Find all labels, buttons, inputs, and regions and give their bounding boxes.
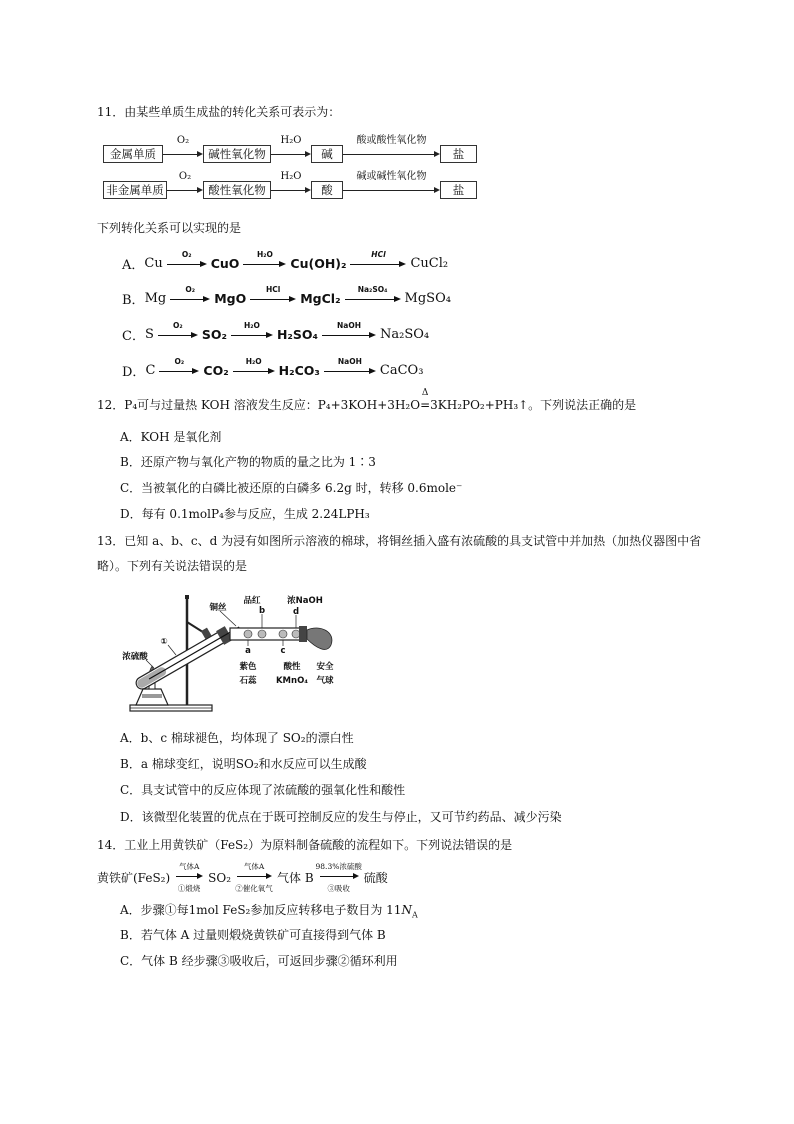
reagent-label: H₂O bbox=[244, 321, 260, 330]
flow-box-base: 碱 bbox=[311, 145, 343, 163]
q13-stem-line2: 略）。下列有关说法错误的是 bbox=[97, 559, 248, 573]
q12-stem-before: 12．P₄可与过量热 KOH 溶液发生反应：P₄+3KOH+3H₂O bbox=[97, 398, 421, 412]
label-naoh: 浓NaOH bbox=[287, 596, 323, 606]
q11-option-b bbox=[122, 285, 451, 308]
flow-node-so2: SO₂ bbox=[208, 871, 232, 885]
reactant: Cu bbox=[144, 255, 163, 271]
flow-arrow-bottom-label: ①煅烧 bbox=[177, 884, 201, 893]
q14-option-c: C．气体 B 经步骤③吸收后，可返回步骤②循环利用 bbox=[120, 954, 398, 968]
heating-equals-sign bbox=[420, 388, 431, 413]
safety-balloon bbox=[307, 628, 332, 649]
flow-arrow-bottom-label: ③吸收 bbox=[327, 884, 350, 893]
reagent-label: O₂ bbox=[173, 321, 183, 330]
q14-option-a bbox=[120, 902, 418, 923]
arrow-head bbox=[203, 296, 210, 302]
q13-option-d: D．该微型化装置的优点在于既可控制反应的发生与停止，又可节约药品、减少污染 bbox=[120, 810, 562, 824]
arrow-line bbox=[320, 876, 354, 877]
flow-arrow bbox=[163, 135, 203, 163]
flow-arrow bbox=[343, 135, 440, 163]
reaction-arrow bbox=[250, 285, 296, 307]
copper-wire bbox=[149, 627, 239, 679]
label-copper-wire: 铜丝 bbox=[209, 603, 227, 613]
reagent-label: H₂O bbox=[256, 250, 273, 259]
equals-sign: = bbox=[420, 398, 431, 412]
intermediate: H₂SO₄ bbox=[276, 326, 319, 342]
reactant: S bbox=[144, 326, 154, 342]
label-kmno4-line2: KMnO₄ bbox=[275, 676, 309, 686]
arrow-head bbox=[266, 873, 272, 879]
label-concentrated-acid: 浓硫酸 bbox=[122, 652, 148, 662]
option-text: A．步骤①每1mol FeS₂参加反应转移电子数目为 11 bbox=[120, 903, 402, 917]
q12-stem bbox=[97, 388, 637, 413]
q11-option-d bbox=[122, 357, 424, 380]
avogadro-subscript: A bbox=[411, 910, 418, 920]
arrow-line bbox=[271, 190, 306, 191]
arrow-line bbox=[158, 335, 193, 336]
reagent-label: O₂ bbox=[181, 250, 192, 259]
q12-option-a: A．KOH 是氧化剂 bbox=[120, 430, 222, 444]
q13-option-b: B．a 棉球变红，说明SO₂和水反应可以生成酸 bbox=[120, 757, 367, 771]
arrow-line bbox=[250, 299, 291, 300]
delta-condition: Δ bbox=[421, 388, 429, 398]
arrow-head bbox=[197, 873, 203, 879]
q11-flow-row-metal bbox=[103, 135, 477, 163]
label-litmus-line2: 石蕊 bbox=[239, 676, 257, 686]
reaction-arrow bbox=[322, 321, 376, 343]
intermediate: CO₂ bbox=[203, 362, 229, 378]
arrow-head bbox=[369, 368, 376, 374]
arrow-line bbox=[350, 264, 401, 265]
arrow-line bbox=[176, 876, 198, 877]
intermediate: Cu(OH)₂ bbox=[290, 255, 347, 271]
q13-option-c: C．具支试管中的反应体现了浓硫酸的强氧化性和酸性 bbox=[120, 783, 406, 797]
reagent-label: NaOH bbox=[337, 321, 362, 330]
apparatus-figure bbox=[120, 588, 342, 718]
arrow-line bbox=[237, 876, 267, 877]
q14-process-flow bbox=[97, 861, 388, 895]
label-a: a bbox=[245, 646, 251, 656]
leader-line-copper-wire bbox=[220, 611, 236, 626]
intermediate: MgO bbox=[214, 290, 247, 306]
reagent-label: Na₂SO₄ bbox=[357, 285, 388, 294]
intermediate: SO₂ bbox=[201, 326, 227, 342]
q11-prompt: 下列转化关系可以实现的是 bbox=[97, 221, 242, 235]
label-balloon-line1: 安全 bbox=[316, 662, 334, 672]
product: CaCO₃ bbox=[379, 362, 424, 378]
flow-arrow-label: O₂ bbox=[176, 135, 190, 146]
option-label: D． bbox=[122, 364, 146, 380]
product: MgSO₄ bbox=[404, 290, 451, 306]
reagent-label: NaOH bbox=[337, 357, 362, 366]
q14-option-b: B．若气体 A 过量则煅烧黄铁矿可直接得到气体 B bbox=[120, 928, 386, 942]
flow-arrow-step3 bbox=[316, 861, 362, 895]
flow-box-nonmetal-element: 非金属单质 bbox=[103, 181, 167, 199]
cotton-ball-c bbox=[279, 630, 287, 638]
label-d: d bbox=[292, 607, 300, 617]
label-b: b bbox=[258, 606, 266, 616]
arrow-head bbox=[353, 873, 359, 879]
label-mark1: ① bbox=[160, 637, 168, 647]
arrow-head bbox=[200, 261, 207, 267]
reaction-arrow bbox=[158, 321, 198, 343]
flow-node-gas-b: 气体 B bbox=[277, 871, 314, 885]
arrow-head bbox=[197, 187, 203, 193]
label-magenta: 品红 bbox=[243, 596, 261, 606]
flow-arrow-step2 bbox=[233, 861, 275, 895]
arrow-head bbox=[192, 368, 199, 374]
flow-arrow-bottom-label: ②催化氧气 bbox=[235, 884, 273, 893]
reaction-arrow bbox=[324, 357, 376, 379]
arrow-line bbox=[159, 371, 194, 372]
intermediate: CuO bbox=[210, 255, 240, 271]
flow-arrow bbox=[271, 171, 311, 199]
arrow-line bbox=[243, 264, 281, 265]
reaction-arrow bbox=[345, 285, 401, 307]
flow-arrow-top-label: 98.3%浓硫酸 bbox=[315, 862, 362, 871]
q12-option-d: D．每有 0.1molP₄参与反应，生成 2.24LPH₃ bbox=[120, 507, 370, 521]
flow-arrow-step1 bbox=[172, 861, 206, 895]
option-label: B． bbox=[122, 292, 145, 308]
flow-arrow bbox=[271, 135, 311, 163]
reaction-arrow bbox=[231, 321, 273, 343]
cotton-ball-d bbox=[292, 630, 300, 638]
arrow-line bbox=[233, 371, 270, 372]
q11-option-c bbox=[122, 321, 430, 344]
flow-box-acidic-oxide: 酸性氧化物 bbox=[203, 181, 271, 199]
q12-option-b: B．还原产物与氧化产物的物质的量之比为 1∶3 bbox=[120, 455, 376, 469]
flow-box-salt: 盐 bbox=[440, 145, 477, 163]
arrow-head bbox=[399, 261, 406, 267]
label-c: c bbox=[280, 646, 286, 656]
reaction-arrow bbox=[233, 357, 275, 379]
label-litmus-line1: 紫色 bbox=[239, 662, 257, 672]
reagent-label: HCl bbox=[371, 250, 386, 259]
flow-arrow-label: H₂O bbox=[280, 135, 302, 146]
arrow-line bbox=[322, 335, 371, 336]
flow-arrow bbox=[167, 171, 203, 199]
reactant: C bbox=[145, 362, 156, 378]
arrow-head bbox=[305, 187, 311, 193]
arrow-line bbox=[170, 299, 205, 300]
flow-node-sulfuric-acid: 硫酸 bbox=[363, 871, 388, 885]
arrow-head bbox=[279, 261, 286, 267]
arrow-line bbox=[343, 190, 435, 191]
flow-box-acid: 酸 bbox=[311, 181, 343, 199]
label-balloon-line2: 气球 bbox=[316, 676, 334, 686]
reactant: Mg bbox=[144, 290, 167, 306]
product: Na₂SO₄ bbox=[380, 326, 430, 342]
reaction-arrow bbox=[167, 250, 207, 272]
arrow-line bbox=[163, 154, 198, 155]
flow-arrow-top-label: 气体A bbox=[243, 862, 265, 871]
flow-arrow-label: O₂ bbox=[178, 171, 192, 182]
arrow-head bbox=[305, 151, 311, 157]
flow-arrow-top-label: 气体A bbox=[178, 862, 200, 871]
label-kmno4-line1: 酸性 bbox=[283, 662, 301, 672]
cotton-ball-a bbox=[244, 630, 252, 638]
arrow-head bbox=[266, 332, 273, 338]
flow-arrow bbox=[343, 171, 440, 199]
q14-stem: 14．工业上用黄铁矿（FeS₂）为原料制备硫酸的流程如下。下列说法错误的是 bbox=[97, 838, 513, 852]
arrow-line bbox=[324, 371, 371, 372]
reagent-label: O₂ bbox=[185, 285, 196, 294]
arrow-line bbox=[271, 154, 306, 155]
arrow-line bbox=[231, 335, 268, 336]
reagent-label: HCl bbox=[266, 285, 281, 294]
arrow-head bbox=[434, 187, 440, 193]
flow-arrow-label: H₂O bbox=[280, 171, 302, 182]
intermediate: MgCl₂ bbox=[300, 290, 341, 306]
reaction-arrow bbox=[350, 250, 406, 272]
arrow-head bbox=[191, 332, 198, 338]
intermediate: H₂CO₃ bbox=[278, 362, 320, 378]
q11-option-a bbox=[122, 250, 449, 273]
arrow-line bbox=[343, 154, 435, 155]
stand-rod-cap bbox=[185, 595, 189, 599]
arrow-head bbox=[369, 332, 376, 338]
q11-flow-row-nonmetal bbox=[103, 171, 477, 199]
arrow-head bbox=[434, 151, 440, 157]
q13-option-a: A．b、c 棉球褪色，均体现了 SO₂的漂白性 bbox=[120, 731, 354, 745]
cotton-ball-b bbox=[258, 630, 266, 638]
avogadro-symbol: N bbox=[401, 903, 412, 917]
q13-stem-line1: 13．已知 a、b、c、d 为浸有如图所示溶液的棉球，将铜丝插入盛有浓硫酸的具支试管中并加热（加热仪器图中省 bbox=[97, 534, 702, 548]
flow-box-salt: 盐 bbox=[440, 181, 477, 199]
q11-stem: 11．由某些单质生成盐的转化关系可表示为： bbox=[97, 105, 341, 119]
flow-box-metal-element: 金属单质 bbox=[103, 145, 163, 163]
flow-box-basic-oxide: 碱性氧化物 bbox=[203, 145, 271, 163]
reaction-arrow bbox=[159, 357, 199, 379]
arrow-line bbox=[345, 299, 396, 300]
arrow-head bbox=[268, 368, 275, 374]
tube-end-stopper bbox=[299, 626, 307, 642]
arrow-head bbox=[197, 151, 203, 157]
reaction-arrow bbox=[170, 285, 210, 307]
reagent-label: O₂ bbox=[174, 357, 185, 366]
q12-stem-after: 3KH₂PO₂+PH₃↑。下列说法正确的是 bbox=[430, 398, 637, 412]
option-label: A． bbox=[122, 257, 145, 273]
reagent-label: H₂O bbox=[245, 357, 262, 366]
arrow-head bbox=[394, 296, 401, 302]
product: CuCl₂ bbox=[410, 255, 449, 271]
leader-line-mark1 bbox=[168, 645, 176, 655]
flow-arrow-label: 酸或酸性氧化物 bbox=[356, 135, 427, 146]
arrow-line bbox=[167, 190, 198, 191]
option-label: C． bbox=[122, 328, 145, 344]
flow-arrow-label: 碱或碱性氧化物 bbox=[356, 171, 427, 182]
q12-option-c: C．当被氧化的白磷比被还原的白磷多 6.2g 时，转移 0.6mole⁻ bbox=[120, 481, 463, 495]
arrow-line bbox=[167, 264, 202, 265]
arrow-head bbox=[289, 296, 296, 302]
flow-node-pyrite: 黄铁矿(FeS₂) bbox=[97, 871, 171, 885]
reaction-arrow bbox=[243, 250, 286, 272]
